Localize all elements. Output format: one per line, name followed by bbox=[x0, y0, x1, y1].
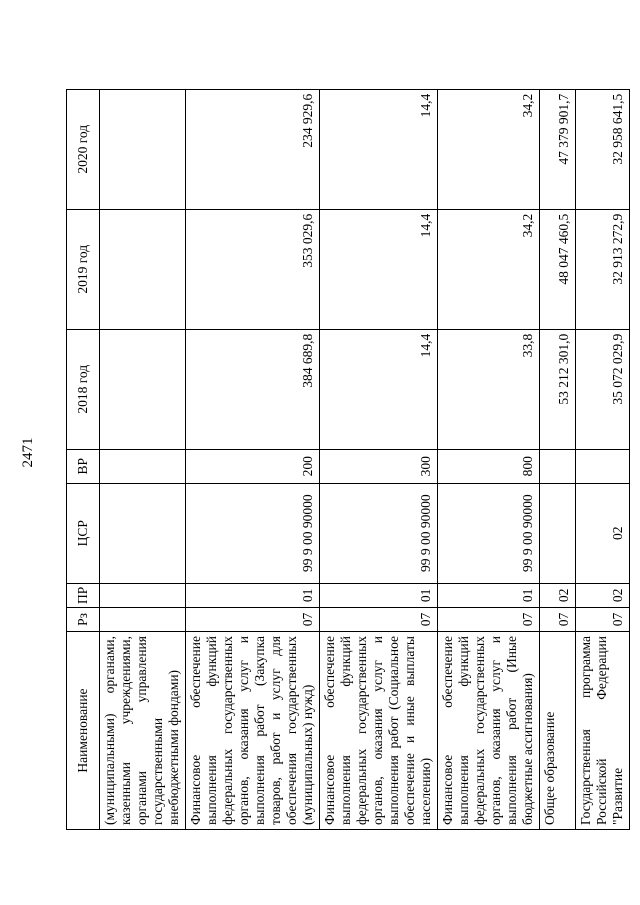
row-csr: 02 bbox=[576, 483, 630, 583]
row-name: Государственная программа Российской Федерации "Развитие bbox=[576, 632, 630, 830]
row-2019 bbox=[100, 209, 186, 329]
row-rz bbox=[100, 608, 186, 632]
row-2018: 33,8 bbox=[438, 329, 540, 449]
row-pr: 01 bbox=[438, 583, 540, 607]
row-rz: 07 bbox=[540, 608, 576, 632]
row-name: Финансовое обеспечение выполнения функций федеральных государственных органов, оказания услуг и выполнения работ (Социальное обеспечение и иные выплаты населению) bbox=[320, 632, 438, 830]
header-vr: ВР bbox=[67, 449, 100, 483]
row-rz: 07 bbox=[186, 608, 320, 632]
row-pr: 01 bbox=[320, 583, 438, 607]
header-name: Наименование bbox=[67, 632, 100, 830]
row-name: Финансовое обеспечение выполнения функций федеральных государственных органов, оказания услуг и выполнения работ (Закупка товаров, работ и услуг для обеспечения государственных (муниципальных) нужд) bbox=[186, 632, 320, 830]
row-rz: 07 bbox=[438, 608, 540, 632]
table-row bbox=[320, 89, 438, 829]
header-2019: 2019 год bbox=[67, 209, 100, 329]
row-2018 bbox=[100, 329, 186, 449]
row-pr: 01 bbox=[186, 583, 320, 607]
row-pr bbox=[100, 583, 186, 607]
row-2020: 32 958 641,5 bbox=[576, 89, 630, 209]
row-pr: 02 bbox=[576, 583, 630, 607]
budget-table bbox=[66, 89, 630, 830]
row-2018: 14,4 bbox=[320, 329, 438, 449]
row-2019: 32 913 272,9 bbox=[576, 209, 630, 329]
row-2020: 34,2 bbox=[438, 89, 540, 209]
row-rz: 07 bbox=[320, 608, 438, 632]
row-2019: 14,4 bbox=[320, 209, 438, 329]
row-csr bbox=[540, 483, 576, 583]
row-name: Общее образование bbox=[540, 632, 576, 830]
page-number: 2471 bbox=[20, 437, 36, 468]
header-2020: 2020 год bbox=[67, 89, 100, 209]
row-pr: 02 bbox=[540, 583, 576, 607]
row-rz: 07 bbox=[576, 608, 630, 632]
row-name: (муниципальными) органами, казенными учреждениями, органами управления государственными внебюджетными фондами) bbox=[100, 632, 186, 830]
row-2018: 35 072 029,9 bbox=[576, 329, 630, 449]
row-2018: 384 689,8 bbox=[186, 329, 320, 449]
row-2019: 48 047 460,5 bbox=[540, 209, 576, 329]
table-row bbox=[438, 89, 540, 829]
row-2019: 353 029,6 bbox=[186, 209, 320, 329]
row-2020: 47 379 901,7 bbox=[540, 89, 576, 209]
header-rz: Рз bbox=[67, 608, 100, 632]
table-row bbox=[186, 89, 320, 829]
header-pr: ПР bbox=[67, 583, 100, 607]
row-2018: 53 212 301,0 bbox=[540, 329, 576, 449]
row-2019: 34,2 bbox=[438, 209, 540, 329]
row-csr: 99 9 00 90000 bbox=[320, 483, 438, 583]
row-name: Финансовое обеспечение выполнения функций федеральных государственных органов, оказания услуг и выполнения работ (Иные бюджетные ассигнования) bbox=[438, 632, 540, 830]
row-vr bbox=[100, 449, 186, 483]
row-vr: 300 bbox=[320, 449, 438, 483]
row-2020 bbox=[100, 89, 186, 209]
row-vr: 200 bbox=[186, 449, 320, 483]
row-vr: 800 bbox=[438, 449, 540, 483]
header-2018: 2018 год bbox=[67, 329, 100, 449]
table-row bbox=[100, 89, 186, 829]
row-csr: 99 9 00 90000 bbox=[186, 483, 320, 583]
table-row bbox=[576, 89, 630, 829]
row-vr bbox=[540, 449, 576, 483]
row-2020: 234 929,6 bbox=[186, 89, 320, 209]
row-csr: 99 9 00 90000 bbox=[438, 483, 540, 583]
table-row bbox=[540, 89, 576, 829]
row-vr bbox=[576, 449, 630, 483]
row-2020: 14,4 bbox=[320, 89, 438, 209]
row-csr bbox=[100, 483, 186, 583]
header-csr: ЦСР bbox=[67, 483, 100, 583]
table-header-row bbox=[67, 89, 100, 829]
